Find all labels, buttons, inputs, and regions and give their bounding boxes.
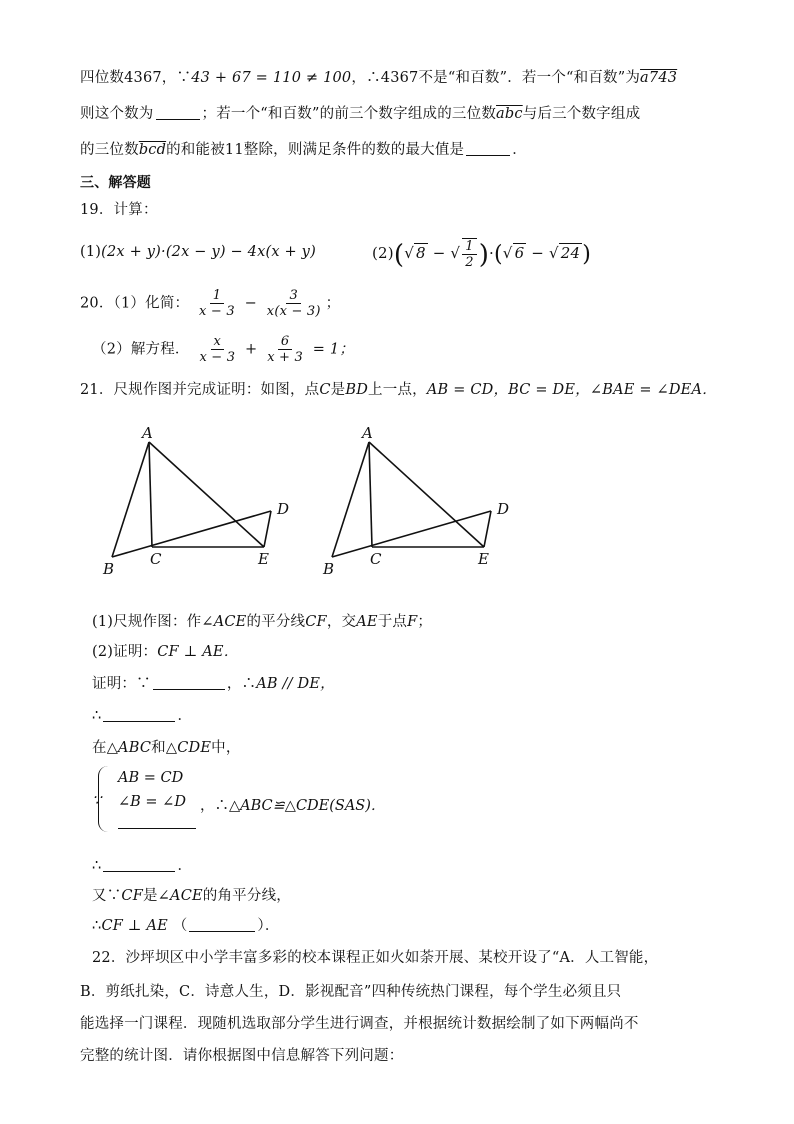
brace-blank[interactable] bbox=[118, 828, 196, 829]
q18-text: 与后三个数字组成 bbox=[522, 106, 641, 122]
q20-p1-label: 20．（1）化简： bbox=[80, 295, 190, 312]
proof-text: ）． bbox=[257, 918, 280, 934]
dot-op: · bbox=[489, 244, 494, 262]
proof-text: 的角平分线， bbox=[202, 888, 291, 904]
fraction bbox=[264, 288, 324, 319]
proof-text: （ bbox=[172, 918, 188, 934]
q21-math: CF ⊥ AE． bbox=[157, 644, 239, 660]
answer-blank[interactable] bbox=[466, 141, 510, 156]
label-B: B bbox=[323, 560, 335, 578]
q21-sub-1 bbox=[92, 610, 432, 631]
frac-den: 2 bbox=[465, 255, 474, 270]
q21-var: F bbox=[407, 614, 418, 630]
proof-text: 在 bbox=[92, 740, 107, 756]
fraction bbox=[264, 334, 306, 365]
q22-line-1: 22．沙坪坝区中小学丰富多彩的校本课程正如火如荼开展、某校开设了“A．人工智能， bbox=[92, 950, 659, 966]
answer-blank[interactable] bbox=[103, 857, 175, 872]
q21-text: 21．尺规作图并完成证明：如图，点 bbox=[80, 382, 320, 398]
fraction bbox=[196, 288, 238, 319]
frac-num: 1 bbox=[210, 288, 224, 304]
triangle-figure-left bbox=[100, 422, 300, 582]
proof-text: ∴ bbox=[92, 918, 102, 934]
q22-line-4: 完整的统计图．请你根据图中信息解答下列问题： bbox=[80, 1048, 404, 1064]
q22-line-2: B．剪纸扎染，C．诗意人生，D．影视配音”四种传统热门课程，每个学生必须且只 bbox=[80, 984, 622, 1000]
q19-part-1 bbox=[80, 244, 316, 260]
label-E: E bbox=[258, 550, 269, 568]
frac-den: x − 3 bbox=[199, 350, 236, 365]
frac-num: 1 bbox=[462, 239, 476, 255]
q20-part-1 bbox=[80, 288, 340, 319]
segment-AE bbox=[369, 442, 484, 547]
brace-conclusion bbox=[200, 794, 385, 815]
q21-var: CF bbox=[305, 614, 327, 630]
figure-lines bbox=[332, 442, 491, 557]
label-D: D bbox=[497, 500, 510, 518]
proof-math: AB // DE， bbox=[256, 676, 335, 692]
fraction bbox=[196, 334, 238, 365]
label-C: C bbox=[150, 550, 162, 568]
minus-sign: − bbox=[244, 295, 257, 312]
brace-line-1: AB = CD bbox=[118, 770, 184, 786]
triangle-figure-right bbox=[320, 422, 520, 582]
label-A: A bbox=[362, 424, 373, 442]
q21-text: ； bbox=[417, 614, 433, 630]
proof-text: 证明：∵ bbox=[92, 676, 151, 692]
q21-var: ∠ACE bbox=[201, 614, 247, 630]
q18-overline-bcd: $\overline{bcd}$ bbox=[138, 142, 167, 158]
frac-num: 6 bbox=[278, 334, 292, 350]
q21-text: ，交 bbox=[326, 614, 357, 630]
label-E: E bbox=[478, 550, 489, 568]
proof-text: 是 bbox=[142, 888, 158, 904]
proof-text: ∴ bbox=[92, 708, 102, 724]
proof-line-1 bbox=[92, 672, 335, 693]
minus-sign: − bbox=[432, 244, 446, 262]
q18-text: 四位数4367，∵ bbox=[80, 70, 192, 86]
proof-text: 和 bbox=[151, 740, 166, 756]
proof-math: △CDE bbox=[165, 740, 212, 756]
q19-p1-label: (1) bbox=[80, 244, 102, 260]
proof-text: 又∵ bbox=[92, 888, 122, 904]
sqrt-24: 24 bbox=[560, 244, 581, 262]
segment-AB bbox=[332, 442, 369, 557]
proof-line-2 bbox=[92, 704, 192, 725]
frac-den: x − 3 bbox=[199, 304, 235, 319]
q18-line-3 bbox=[80, 138, 527, 159]
label-D: D bbox=[277, 500, 290, 518]
q21-text: 于点 bbox=[377, 614, 408, 630]
q19-title: 19．计算： bbox=[80, 202, 158, 218]
q19-part-2: (2)(√ 8 − √ $\frac{1}{2}$ )·(√ 6 − √ 24) bbox=[372, 239, 592, 270]
q19-p1-expression: (2x + y)·(2x − y) − 4x(x + y) bbox=[101, 244, 316, 260]
right-paren: ) bbox=[582, 242, 592, 267]
right-paren: ) bbox=[478, 240, 490, 270]
segment-AB bbox=[112, 442, 149, 557]
q20-part-2 bbox=[92, 334, 354, 365]
label-C: C bbox=[370, 550, 382, 568]
q18-text: ；若一个“和百数”的前三个数字组成的三位数 bbox=[201, 106, 497, 122]
plus-sign: + bbox=[245, 341, 258, 358]
sqrt-half bbox=[462, 238, 476, 270]
frac-den: x + 3 bbox=[267, 350, 303, 365]
proof-text: ，∴ bbox=[200, 798, 229, 814]
proof-math: △ABC bbox=[106, 740, 152, 756]
segment-BD bbox=[332, 511, 491, 557]
q18-text: ，∴ bbox=[351, 70, 381, 86]
segment-AC bbox=[149, 442, 152, 547]
q21-text: 的平分线 bbox=[246, 614, 306, 630]
label-A: A bbox=[142, 424, 153, 442]
proof-text: ，∴ bbox=[226, 676, 257, 692]
q21-text: (2)证明： bbox=[92, 644, 158, 660]
proof-line-5 bbox=[92, 854, 192, 875]
because-symbol: ∵ bbox=[92, 793, 102, 809]
q22-line-3: 能选择一门课程．现随机选取部分学生进行调查，并根据统计数据绘制了如下两幅尚不 bbox=[80, 1016, 639, 1032]
proof-text: ． bbox=[177, 708, 193, 724]
q18-text: ． bbox=[512, 142, 527, 158]
segment-DE bbox=[484, 511, 491, 547]
brace-line-2: ∠B = ∠D bbox=[118, 794, 186, 810]
q18-text: 4367不是“和百数”．若一个“和百数”为 bbox=[380, 70, 641, 86]
q20-p2-label: （2）解方程． bbox=[92, 341, 190, 358]
proof-line-3 bbox=[92, 736, 241, 757]
q18-line-2 bbox=[80, 102, 640, 123]
frac-den: x(x − 3) bbox=[266, 304, 321, 319]
q18-overline-number: a743 bbox=[640, 70, 678, 86]
q21-var: AE bbox=[356, 614, 378, 630]
proof-math: △ABC≌△CDE(SAS)． bbox=[229, 798, 386, 814]
q21-math: AB = CD，BC = DE，∠BAE = ∠DEA． bbox=[426, 382, 717, 398]
q21-text: 是 bbox=[330, 382, 346, 398]
q21-title bbox=[80, 378, 717, 399]
proof-line-6 bbox=[92, 884, 291, 905]
left-paren: ( bbox=[393, 240, 405, 270]
proof-text: ∴ bbox=[92, 858, 102, 874]
label-B: B bbox=[103, 560, 115, 578]
q18-text: 的三位数 bbox=[80, 142, 139, 158]
answer-blank[interactable] bbox=[153, 675, 225, 690]
answer-blank[interactable] bbox=[103, 707, 175, 722]
proof-math: CF ⊥ AE bbox=[101, 918, 168, 934]
q18-text: 的和能被11整除，则满足条件的数的最大值是 bbox=[166, 142, 465, 158]
left-paren: ( bbox=[494, 242, 503, 267]
q21-text: 上一点， bbox=[368, 382, 427, 398]
q19-p2-label: (2) bbox=[372, 244, 394, 262]
proof-math: CF bbox=[121, 888, 143, 904]
proof-text: ． bbox=[177, 858, 193, 874]
q18-overline-abc: $\overline{abc}$ bbox=[496, 106, 523, 122]
left-brace bbox=[98, 766, 113, 832]
frac-num: 3 bbox=[286, 288, 300, 304]
frac-num: x bbox=[211, 334, 225, 350]
figure-lines bbox=[112, 442, 271, 557]
q21-var: BD bbox=[345, 382, 369, 398]
segment-AE bbox=[149, 442, 264, 547]
proof-line-7 bbox=[92, 914, 280, 935]
segment-AC bbox=[369, 442, 372, 547]
q21-text: (1)尺规作图：作 bbox=[92, 614, 202, 630]
q18-math: 43 + 67 = 110 ≠ 100 bbox=[191, 70, 352, 86]
q18-text: 则这个数为 bbox=[80, 106, 154, 122]
q21-var: C bbox=[319, 382, 331, 398]
proof-text: 中， bbox=[211, 740, 241, 756]
sqrt-6: 6 bbox=[514, 244, 525, 262]
q21-sub-2 bbox=[92, 640, 238, 661]
segment-DE bbox=[264, 511, 271, 547]
segment-BD bbox=[112, 511, 271, 557]
section-heading: 三、解答题 bbox=[80, 175, 151, 191]
proof-math: ∠ACE bbox=[157, 888, 203, 904]
q18-line-1 bbox=[80, 66, 677, 87]
q20-p1-end: ； bbox=[325, 295, 341, 312]
answer-blank[interactable] bbox=[156, 105, 200, 120]
sqrt-8: 8 bbox=[415, 244, 426, 262]
q20-p2-end: = 1； bbox=[312, 341, 355, 358]
answer-blank[interactable] bbox=[189, 917, 255, 932]
